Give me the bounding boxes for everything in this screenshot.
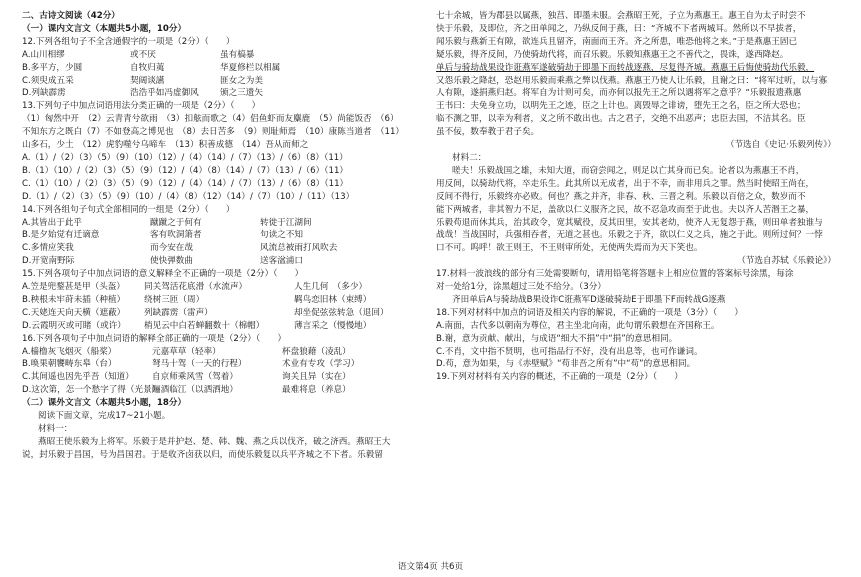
material-2-text-line: 能下两城者，非其智力不足，盖欲以仁义服齐之民，故不忍急攻而至于此也。夫以齐人苦湣王之暴， bbox=[436, 204, 815, 215]
section-title: 二、古诗文阅读（42分） bbox=[22, 11, 120, 21]
option-cell: 转徙于江湖间 bbox=[260, 217, 312, 228]
option-cell: 弩马十驾（一天的行程） bbox=[152, 359, 247, 370]
question-18-option-a: A.南面，古代多以朝南为尊位，君主坐北向南，此句谓乐毅想在齐国称王。 bbox=[436, 320, 720, 331]
option-cell: 同关驾活花底滑（水流声） bbox=[144, 282, 248, 293]
option-cell: B.秧根未牢莳未插（种植） bbox=[22, 294, 126, 305]
material-1-text-line: 虽不佞，数奉教于君子矣。 bbox=[436, 127, 540, 138]
option-cell: A.其皆出于此乎 bbox=[22, 217, 83, 228]
material-1-text-line: 燕昭王使乐毅为上将军。乐毅于是并护赵、楚、韩、魏、燕之兵以伐齐，破之济西。燕昭王大 bbox=[38, 436, 391, 447]
question-13-stem: 13.下列句子中加点词语用法分类正确的一项是（2分）（ ） bbox=[22, 101, 261, 112]
option-cell: 薄言采之（慢慢地） bbox=[294, 320, 372, 331]
question-15-option-row bbox=[22, 307, 426, 320]
question-14-option-row bbox=[22, 217, 426, 230]
question-16-option-row bbox=[22, 371, 426, 384]
question-12-options bbox=[22, 49, 426, 101]
option-cell: 术业有专攻（学习） bbox=[282, 359, 360, 370]
subsection-title-1: （一）课内文言文（本题共5小题，10分） bbox=[22, 23, 187, 34]
option-cell: 人生几何 （多少） bbox=[294, 282, 368, 293]
material-1-source: （节选自《史记·乐毅列传》） bbox=[725, 140, 836, 151]
question-15-option-row bbox=[22, 294, 426, 307]
material-2-text-line: 战哉！当战国时，兵强相吞者，无道之甚也。乐毅之于齐，欲以仁义之兵，施之于此。则所过何？一悖 bbox=[436, 230, 823, 241]
material-2-text-line: 乐毅苟退而休其兵，治其政令，宽其赋役，反其田里，安其老幼，使齐人无复怨于燕，则田单者独谁与 bbox=[436, 217, 823, 228]
left-column bbox=[22, 10, 426, 462]
option-cell: B.是夕始觉有迁谪意 bbox=[22, 230, 100, 241]
question-17-stem: 17.材料一波浪线的部分有三处需要断句，请用铅笔将答题卡上相应位置的答案标号涂黑，每涂 bbox=[436, 269, 794, 280]
question-16-option-row bbox=[22, 384, 426, 397]
question-14-stem: 14.下列各组句子句式全部相同的一组是（2分）（ ） bbox=[22, 204, 235, 215]
question-17-sentence: 齐田单后A与骑劫战B果设诈C诳燕军D遂破骑劫E于即墨下F而转战G逐燕 bbox=[452, 294, 726, 305]
material-1-text-line: 七十余城，皆为郡县以属燕，独莒、即墨未服。会燕昭王死，子立为燕惠王。惠王自为太子时尝不 bbox=[436, 11, 806, 21]
option-cell: D.列缺霹雳 bbox=[22, 88, 66, 99]
option-cell: 自牧归荑 bbox=[130, 62, 165, 73]
option-cell: 华夏修栏以相属 bbox=[220, 62, 281, 73]
option-cell: 匪女之为美 bbox=[220, 75, 263, 86]
question-12-option-row bbox=[22, 75, 426, 88]
option-cell: C.须臾成五采 bbox=[22, 75, 74, 86]
material-2-text-line: 口不可。呜呼！欲王则王，不王则审所处，无使两失焉而为天下笑也。 bbox=[436, 243, 703, 254]
question-12-option-row bbox=[22, 49, 426, 62]
question-18-option-c: C.不肖，文中指不贤明，也可指品行不好，没有出息等，也可作谦词。 bbox=[436, 346, 703, 357]
material-1-label: 材料一： bbox=[38, 424, 73, 434]
option-cell: 契阔谈讌 bbox=[130, 75, 165, 86]
question-13-line: （1）匈然中开 （2）云青青兮欲雨 （3）扣舷而歌之（4）侣鱼虾而友麋鹿 （5）尚能饭否 （6） bbox=[22, 114, 399, 125]
material-1-text-line: 又怨乐毅之降赵，恐赵用乐毅而乘燕之弊以伐燕。燕惠王乃使人让乐毅，且谢之曰：“将军过听，以与寡 bbox=[436, 75, 828, 86]
question-15-option-row bbox=[22, 281, 426, 294]
question-13-option-c: C.（1）（10）/（2）（3）（5）（9）（12）/（4）（14）/（7）（13）/（6）（8）（11） bbox=[22, 178, 349, 189]
option-cell: B.唤果朝饔畴东皋（台） bbox=[22, 359, 117, 370]
material-1-text-line: 临不测之罪，以幸为利者，义之所不敢出也。古之君子，交绝不出恶声；忠臣去国，不洁其名。臣 bbox=[436, 114, 806, 125]
option-cell: B.多平方，少圆 bbox=[22, 62, 83, 73]
option-cell: 风流总被雨打风吹去 bbox=[260, 243, 338, 254]
option-cell: 颁之三遗矢 bbox=[220, 88, 263, 99]
question-13-line: 不知东方之既白（7）不如登高之博见也 （8）去日苦多 （9）则耻师焉 （10）康陈当道者 （11） bbox=[22, 127, 405, 138]
option-cell: C.天姥连天向天横（遮蔽） bbox=[22, 307, 126, 318]
material-2-text-line: 用反间，以骑劫代将，卒走乐生。此其所以无成者，出于不幸，而非用兵之罪。然当时使昭王尚在， bbox=[436, 178, 815, 189]
option-cell: 句读之不知 bbox=[260, 230, 303, 241]
question-16-option-row bbox=[22, 346, 426, 359]
option-cell: D.云霞明灭或可睹（或许） bbox=[22, 320, 126, 331]
option-cell: 自京师乘风雪（驾着） bbox=[152, 372, 238, 383]
option-cell: 虽有槁暴 bbox=[220, 49, 255, 60]
option-cell: A.山川相缪 bbox=[22, 49, 65, 60]
question-18-option-d: D.苟，意为如果，与《赤壁赋》“苟非吾之所有”中“苟”的意思相同。 bbox=[436, 359, 696, 370]
option-cell: 蹴蹴之于何有 bbox=[150, 217, 202, 228]
question-13-option-a: A.（1）/（2）（3）（5）（9）（10）（12）/（4）（14）/（7）（13）/（6）（8）（11） bbox=[22, 152, 348, 163]
material-2-source: （节选自苏轼《乐毅论》） bbox=[737, 256, 836, 267]
material-2-text-line: 嗟夫！乐毅战国之雄，未知大道，而窃尝闻之，则足以亡其身而已矣。论者以为燕惠王不肖， bbox=[452, 165, 805, 176]
option-cell: 却坐促弦弦转急（退回） bbox=[294, 307, 389, 318]
question-17-stem: 对一处给1分，涂黑超过三处不给分。（3分） bbox=[436, 282, 606, 293]
option-cell: 使快弹数曲 bbox=[150, 256, 193, 267]
option-cell: 列缺霹雳（雷声） bbox=[144, 307, 213, 318]
question-15-option-row bbox=[22, 320, 426, 333]
question-13-option-b: B.（1）（10）/（2）（3）（5）（9）（12）/（4）（8）（14）/（7）（13）/（6）（11） bbox=[22, 165, 349, 176]
question-16-stem: 16.下列各项句子中加点词语的解释全部正确的一项是（2分）（ ） bbox=[22, 333, 287, 344]
option-cell: 梢见云中白若蝉翻数十（棉帽） bbox=[144, 320, 265, 331]
material-1-text-line: 快于乐毅，及即位，齐之田单闻之，乃纵反间于燕，曰：“齐城不下者两城耳。然所以不早拔者， bbox=[436, 23, 802, 34]
option-cell: A.笠是兜鍪甚是甲（头盔） bbox=[22, 282, 125, 293]
option-cell: 杯盘狼藉（凌乱） bbox=[282, 346, 351, 357]
material-1-wavy-line: 单后与骑劫战果设诈诳燕军遂破骑劫于即墨下而转战逐燕，尽复得齐城。燕惠王后悔使骑劫代乐毅， bbox=[436, 62, 815, 73]
material-1-text-line: 疑乐毅，得齐反间，乃使骑劫代将，而召乐毅。乐毅知燕惠王之不善代之，畏诛，遂西降赵。 bbox=[436, 49, 789, 60]
option-cell: C.多情应笑我 bbox=[22, 243, 74, 254]
question-19-stem: 19.下列对材料有关内容的概述，不正确的一项是（2分）（ ） bbox=[436, 372, 683, 383]
question-16-option-row bbox=[22, 358, 426, 371]
material-1-text-line: 闻乐毅与燕新王有隙，欲连兵且留齐，南面而王齐。齐之所患，唯恐他将之来。”于是燕惠王固已 bbox=[436, 36, 798, 47]
question-14-option-row bbox=[22, 255, 426, 268]
question-12-option-row bbox=[22, 87, 426, 100]
option-cell: 绕树三匝（周） bbox=[144, 294, 205, 305]
option-cell: 元嘉草草（轻率） bbox=[152, 346, 221, 357]
option-cell: A.樯橹灰飞烟灭（船桨） bbox=[22, 346, 117, 357]
question-12-stem: 12.下列各组句子不全含通假字的一项是（2分）（ ） bbox=[22, 36, 235, 47]
material-1-text-line: 说，封乐毅于昌国，号为昌国君。于是收齐卤获以归，而使乐毅复以兵平齐城之不下者。乐毅留 bbox=[22, 449, 383, 460]
question-18-option-b: B.谢，意为贡献、献出，与成语“细大不捐”中“捐”的意思相同。 bbox=[436, 333, 678, 344]
option-cell: D.这次第，怎一个愁字了得（光景） bbox=[22, 385, 161, 396]
right-column bbox=[436, 10, 846, 384]
option-cell: 浩浩乎如冯虚御风 bbox=[130, 88, 199, 99]
question-13-option-d: D.（1）/（2）（3）（5）（9）（10）/（4）（8）（12）（14）/（7）（10）/（11）（13） bbox=[22, 191, 355, 202]
option-cell: D.开宽南野际 bbox=[22, 256, 75, 267]
question-14-option-row bbox=[22, 242, 426, 255]
question-13-line: 山多石，少土 （12）虎豹噬兮乌啼车 （13）积善成德 （14）吾从而师之 bbox=[22, 140, 309, 151]
option-cell: 询关且异（实在） bbox=[282, 372, 351, 383]
option-cell: 送客湓浦口 bbox=[260, 256, 303, 267]
material-2-label: 材料二： bbox=[452, 152, 487, 163]
option-cell: 最难将息（养息） bbox=[282, 385, 351, 396]
subsection-title-2: （二）课外文言文（本题共5小题，18分） bbox=[22, 398, 187, 409]
option-cell: 羁鸟恋旧林（束缚） bbox=[294, 294, 372, 305]
question-14-option-row bbox=[22, 229, 426, 242]
option-cell: C.其间遥也因先乎吾（知道） bbox=[22, 372, 134, 383]
option-cell: 而今安在哉 bbox=[150, 243, 193, 254]
reading-intro: 阅读下面文章，完成17~21小题。 bbox=[38, 411, 171, 422]
page-footer: 语文第4页 共6页 bbox=[397, 562, 464, 572]
question-15-stem: 15.下列各项句子中加点词语的意义解释全不正确的一项是（2分）（ ） bbox=[22, 269, 304, 280]
material-2-text-line: 反间不得行，乐毅终亦必败。何也？燕之并齐，非春、秋、三晋之利。乐毅以百倍之众，数岁而不 bbox=[436, 191, 806, 202]
material-1-text-line: 人有隙，遂捐燕归赵。将军自为计则可矣，而亦何以报先王之所以遇将军之意乎？”乐毅报遗燕惠 bbox=[436, 88, 802, 99]
option-cell: 客有吹洞箫者 bbox=[150, 230, 202, 241]
option-cell: 或不厌 bbox=[130, 49, 156, 60]
material-1-text-line: 王书曰：夫免身立功，以明先王之迹，臣之上计也。离毁辱之诽谤，堕先王之名，臣之所大恐也； bbox=[436, 101, 806, 112]
question-12-option-row bbox=[22, 62, 426, 75]
option-cell: 酾酒临江（以洒洒地） bbox=[152, 385, 238, 396]
question-18-stem: 18.下列对材料中加点的词语及相关内容的解说，不正确的一项是（3分）（ ） bbox=[436, 307, 744, 318]
